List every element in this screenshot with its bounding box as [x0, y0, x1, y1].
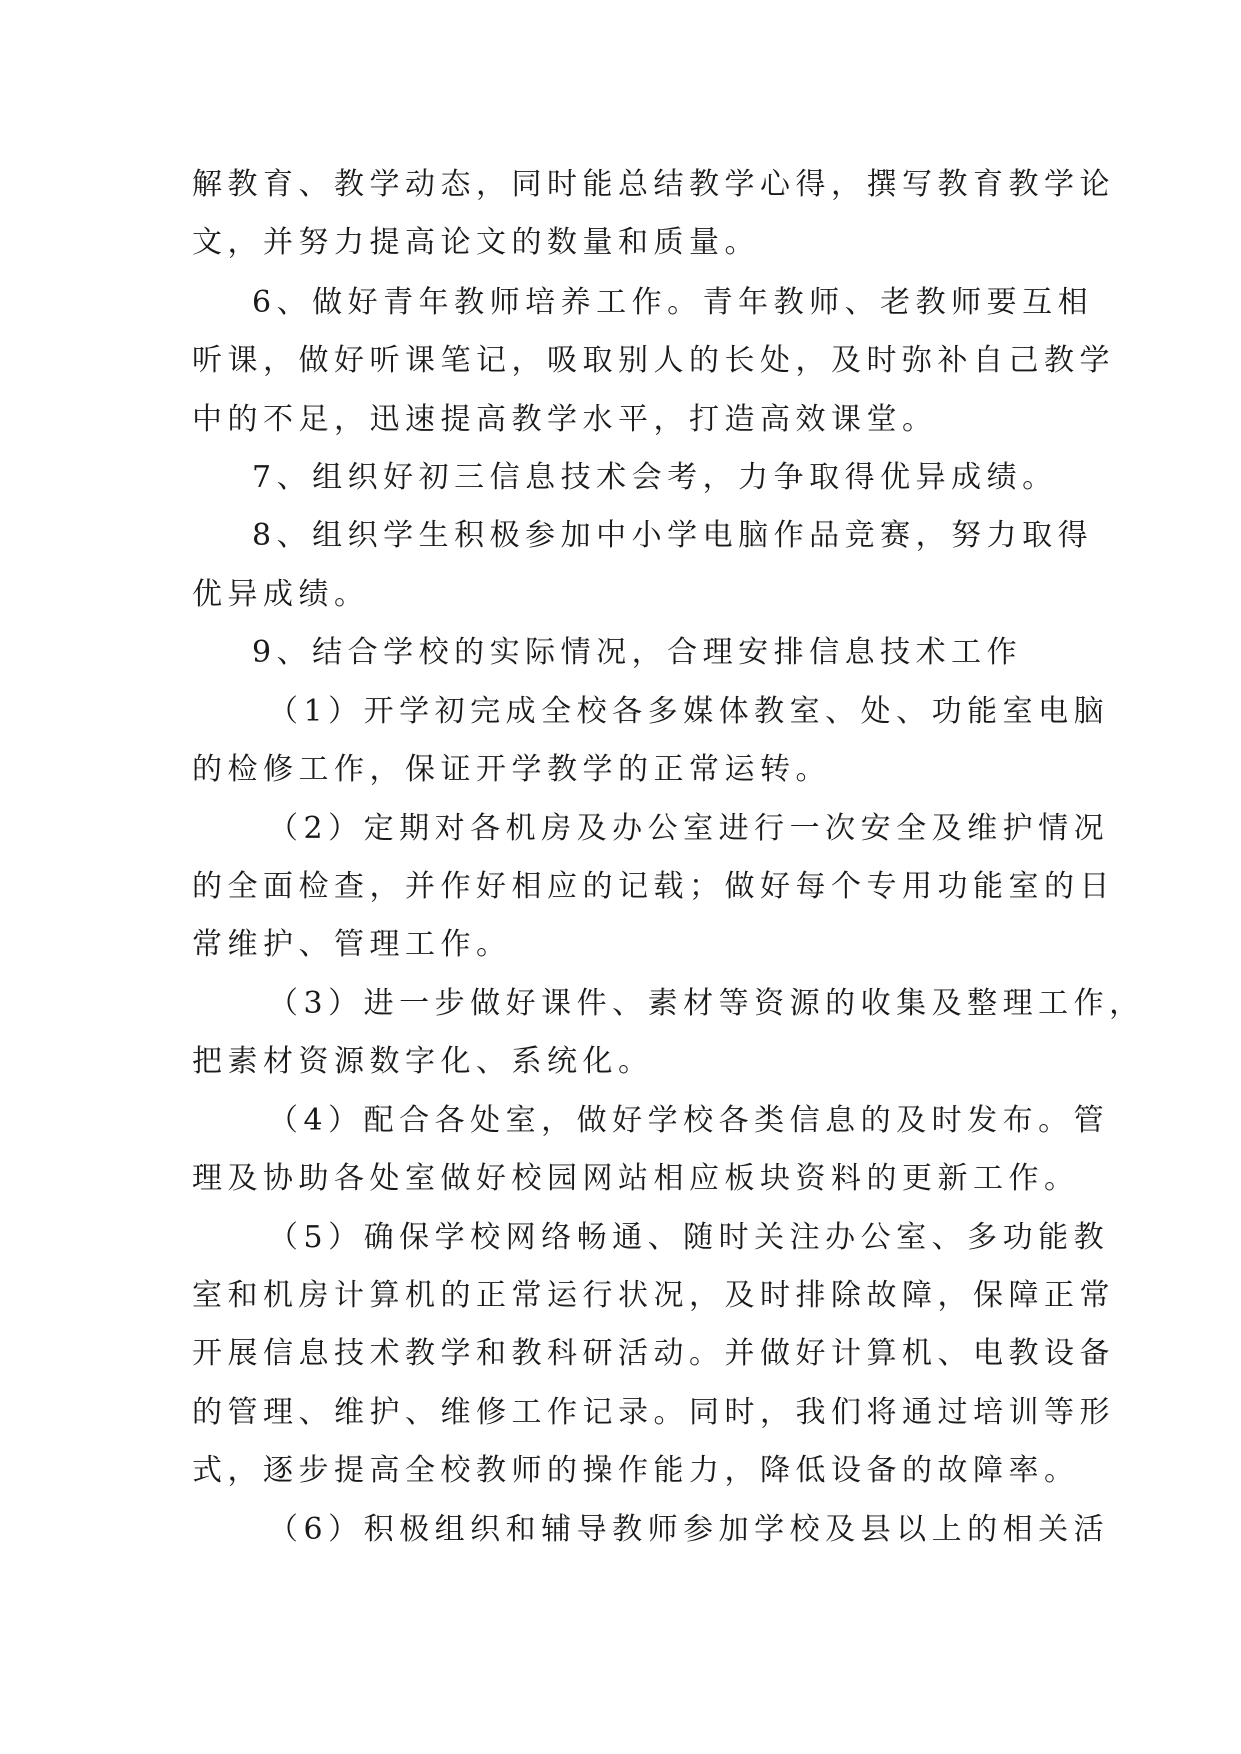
text-line: 的管理、维护、维修工作记录。同时，我们将通过培训等形	[192, 1395, 1115, 1430]
list-item-9: 9、结合学校的实际情况，合理安排信息技术工作	[252, 635, 1023, 670]
list-item-6: 6、做好青年教师培养工作。青年教师、老教师要互相	[252, 285, 1094, 320]
list-item-8: 8、组织学生积极参加中小学电脑作品竞赛，努力取得	[252, 518, 1094, 553]
sub-item-4: （4）配合各处室，做好学校各类信息的及时发布。管	[268, 1103, 1110, 1138]
list-item-7: 7、组织好初三信息技术会考，力争取得优异成绩。	[252, 460, 1058, 495]
text-line: 文，并努力提高论文的数量和质量。	[192, 225, 760, 260]
text-line: 的检修工作，保证开学教学的正常运转。	[192, 752, 831, 787]
text-line: 开展信息技术教学和教科研活动。并做好计算机、电教设备	[192, 1336, 1115, 1371]
sub-item-5: （5）确保学校网络畅通、随时关注办公室、多功能教	[268, 1220, 1110, 1255]
text-line: 听课，做好听课笔记，吸取别人的长处，及时弥补自己教学	[192, 343, 1115, 378]
text-line: 常维护、管理工作。	[192, 927, 512, 962]
text-line: 式，逐步提高全校教师的操作能力，降低设备的故障率。	[192, 1453, 1080, 1488]
sub-item-6: （6）积极组织和辅导教师参加学校及县以上的相关活	[268, 1512, 1110, 1547]
text-line: 把素材资源数字化、系统化。	[192, 1044, 654, 1079]
text-line: 优异成绩。	[192, 577, 370, 612]
text-line: 中的不足，迅速提高教学水平，打造高效课堂。	[192, 402, 938, 437]
sub-item-1: （1）开学初完成全校各多媒体教室、处、功能室电脑	[268, 694, 1110, 729]
text-line: 室和机房计算机的正常运行状况，及时排除故障，保障正常	[192, 1278, 1115, 1313]
text-line: 的全面检查，并作好相应的记载；做好每个专用功能室的日	[192, 869, 1115, 904]
text-line: 理及协助各处室做好校园网站相应板块资料的更新工作。	[192, 1161, 1080, 1196]
sub-item-2: （2）定期对各机房及办公室进行一次安全及维护情况	[268, 811, 1110, 846]
text-line: 解教育、教学动态，同时能总结教学心得，撰写教育教学论	[192, 167, 1115, 202]
sub-item-3: （3）进一步做好课件、素材等资源的收集及整理工作，	[268, 986, 1145, 1021]
